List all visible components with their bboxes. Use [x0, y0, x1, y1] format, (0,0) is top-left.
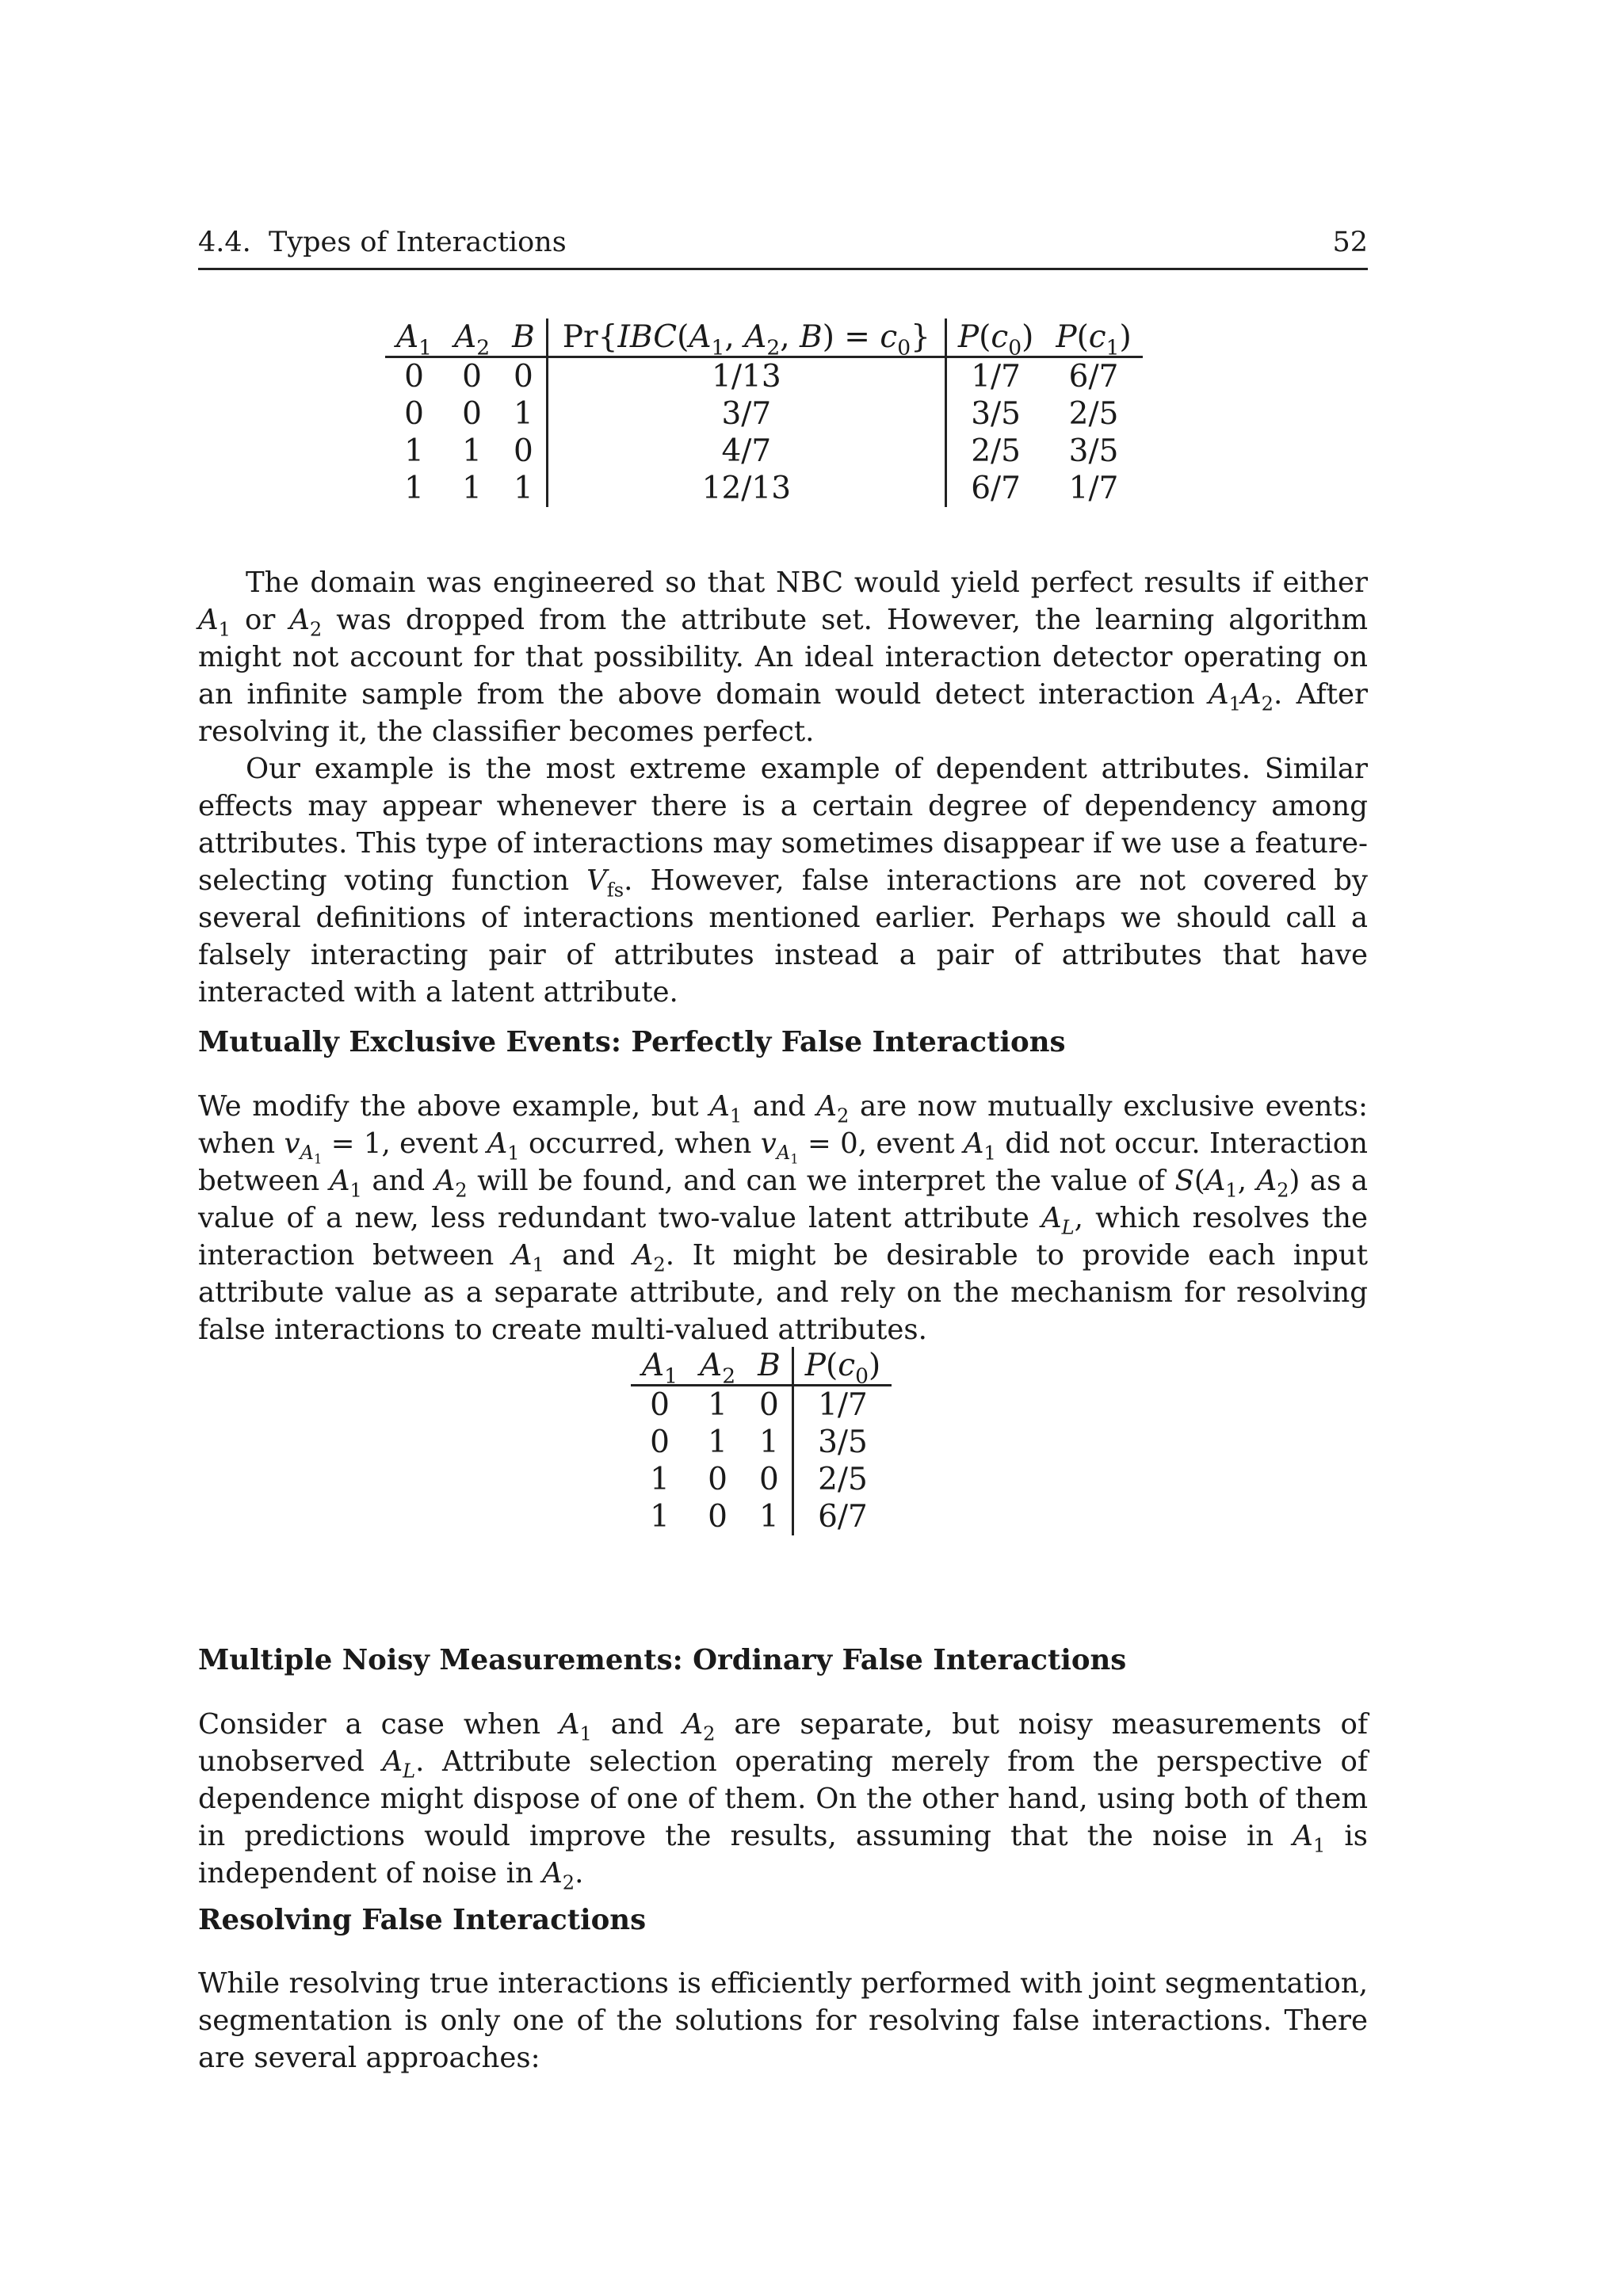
- body-text-4: [198, 1965, 1368, 2077]
- table-header-row: [631, 1347, 892, 1386]
- cell: 0: [501, 357, 547, 396]
- paragraph: Consider a case when $A_1$ and $A_2$ are separate, but noisy measurements of unobserved $A_L$. Attribute selection operating merely from the perspective of dependence might dispose of one of them. On the other hand, using both of them in predictions would improve the results, assuming that the noise in $A_1$ is independent of noise in $A_2$.: [198, 1708, 1369, 1894]
- col-b: B: [501, 318, 547, 357]
- col-a1: $A_1$: [385, 318, 443, 357]
- cell: 0: [650, 1425, 670, 1460]
- cell: 2/5: [971, 433, 1021, 469]
- cell: 1/13: [547, 357, 945, 396]
- cell: 3/7: [547, 395, 945, 433]
- col-a2: $A_2$: [689, 1347, 747, 1386]
- paragraph: We modify the above example, but $A_1$ and $A_2$ are now mutually exclusive events: when $v_{A_1} = 1$, event $A_1$ occurred, when $v_{A_1} = 0$, event $A_1$ did not occur. Interaction between $A_1$ and $A_2$ will be found, and can we interpret the value of $S(A_1$, $A_2$) as a value of a new, less redundant two-value latent attribute $A_L$, which resolves the interaction between $A_1$ and $A_2$. It might be desirable to provide each input attribute value as a separate attribute, and rely on the mechanism for resolving false interactions to create multi-valued attributes.: [198, 1090, 1369, 1346]
- body-text-3: [198, 1706, 1368, 1892]
- running-header: [198, 227, 1368, 270]
- probability-table: [385, 318, 1143, 507]
- cell: 0: [747, 1461, 792, 1498]
- table-row: [385, 357, 1143, 396]
- cell: 12/13: [547, 470, 945, 507]
- cell: 4/7: [547, 433, 945, 470]
- cell: 0: [747, 1386, 792, 1425]
- page-number: 52: [1332, 227, 1368, 258]
- table-row: [631, 1424, 892, 1461]
- cell: 3/5: [971, 396, 1021, 432]
- col-p-c0: $P(c_0)$: [792, 1347, 892, 1386]
- cell: 3/5: [818, 1425, 868, 1460]
- cell: 1: [747, 1424, 792, 1461]
- section-heading: Resolving False Interactions: [198, 1904, 647, 1936]
- cell: 1/7: [1068, 471, 1119, 506]
- cell: 0: [650, 1387, 670, 1423]
- cell: 0: [462, 396, 482, 432]
- cell: 1: [404, 471, 424, 506]
- cell: 1: [708, 1387, 727, 1423]
- col-b: B: [747, 1347, 792, 1386]
- cell: 0: [708, 1462, 727, 1497]
- section-title: 4.4. Types of Interactions: [198, 227, 567, 258]
- cell: 0: [404, 359, 424, 395]
- table-row: [385, 470, 1143, 507]
- paragraph: The domain was engineered so that NBC would yield perfect results if either $A_1$ or $A_2$ was dropped from the attribute set. However, the learning algorithm might not account for that possibility. An ideal interaction detector operating on an infinite sample from the above domain would detect interaction $A_1A_2$. After resolving it, the classifier becomes perfect.: [198, 566, 1368, 748]
- table-row: [631, 1386, 892, 1425]
- cell: 1: [650, 1499, 670, 1535]
- section-heading: Multiple Noisy Measurements: Ordinary False Interactions: [198, 1644, 1127, 1676]
- table-row: [385, 433, 1143, 470]
- col-p-c0: $P(c_0)$: [945, 318, 1044, 357]
- cell: 0: [501, 433, 547, 470]
- table-row: [385, 395, 1143, 433]
- cell: 2/5: [1068, 396, 1119, 432]
- body-text-2: [198, 1088, 1368, 1348]
- section-heading: Mutually Exclusive Events: Perfectly False Interactions: [198, 1026, 1066, 1058]
- cell: 6/7: [818, 1499, 868, 1535]
- paragraph: While resolving true interactions is efficiently performed with joint segmentation, segmentation is only one of the solutions for resolving false interactions. There are several approaches:: [198, 1967, 1368, 2074]
- cell: 0: [462, 359, 482, 395]
- cell: 1/7: [971, 359, 1021, 395]
- body-text-1: [198, 564, 1368, 1011]
- table-row: [631, 1461, 892, 1498]
- cell: 0: [404, 396, 424, 432]
- cell: 2/5: [818, 1462, 868, 1497]
- cell: 1: [501, 395, 547, 433]
- exclusive-events-table: [631, 1347, 892, 1535]
- cell: 1: [462, 433, 482, 469]
- col-a2: $A_2$: [443, 318, 501, 357]
- col-pr-ibc: $Pr\{IBC(A_1$, $A_2$, $B) = c_0$}: [547, 318, 945, 357]
- cell: 1: [747, 1498, 792, 1535]
- cell: 3/5: [1068, 433, 1119, 469]
- cell: 1/7: [818, 1387, 868, 1423]
- cell: 6/7: [971, 471, 1021, 506]
- table-row: [631, 1498, 892, 1535]
- cell: 1: [708, 1425, 727, 1460]
- table-header-row: [385, 318, 1143, 357]
- cell: 1: [462, 471, 482, 506]
- paragraph: Our example is the most extreme example of dependent attributes. Similar effects may appear whenever there is a certain degree of dependency among attributes. This type of interactions may sometimes disappear if we use a feature-selecting voting function $V_{fs}$. However, false interactions are not covered by several definitions of interactions mentioned earlier. Perhaps we should call a falsely interacting pair of attributes instead a pair of attributes that have interacted with a latent attribute.: [198, 753, 1368, 1009]
- cell: 0: [708, 1499, 727, 1535]
- cell: 1: [650, 1462, 670, 1497]
- cell: 1: [501, 470, 547, 507]
- cell: 1: [404, 433, 424, 469]
- cell: 6/7: [1068, 359, 1119, 395]
- col-p-c1: $P(c_1)$: [1044, 318, 1142, 357]
- col-a1: $A_1$: [631, 1347, 689, 1386]
